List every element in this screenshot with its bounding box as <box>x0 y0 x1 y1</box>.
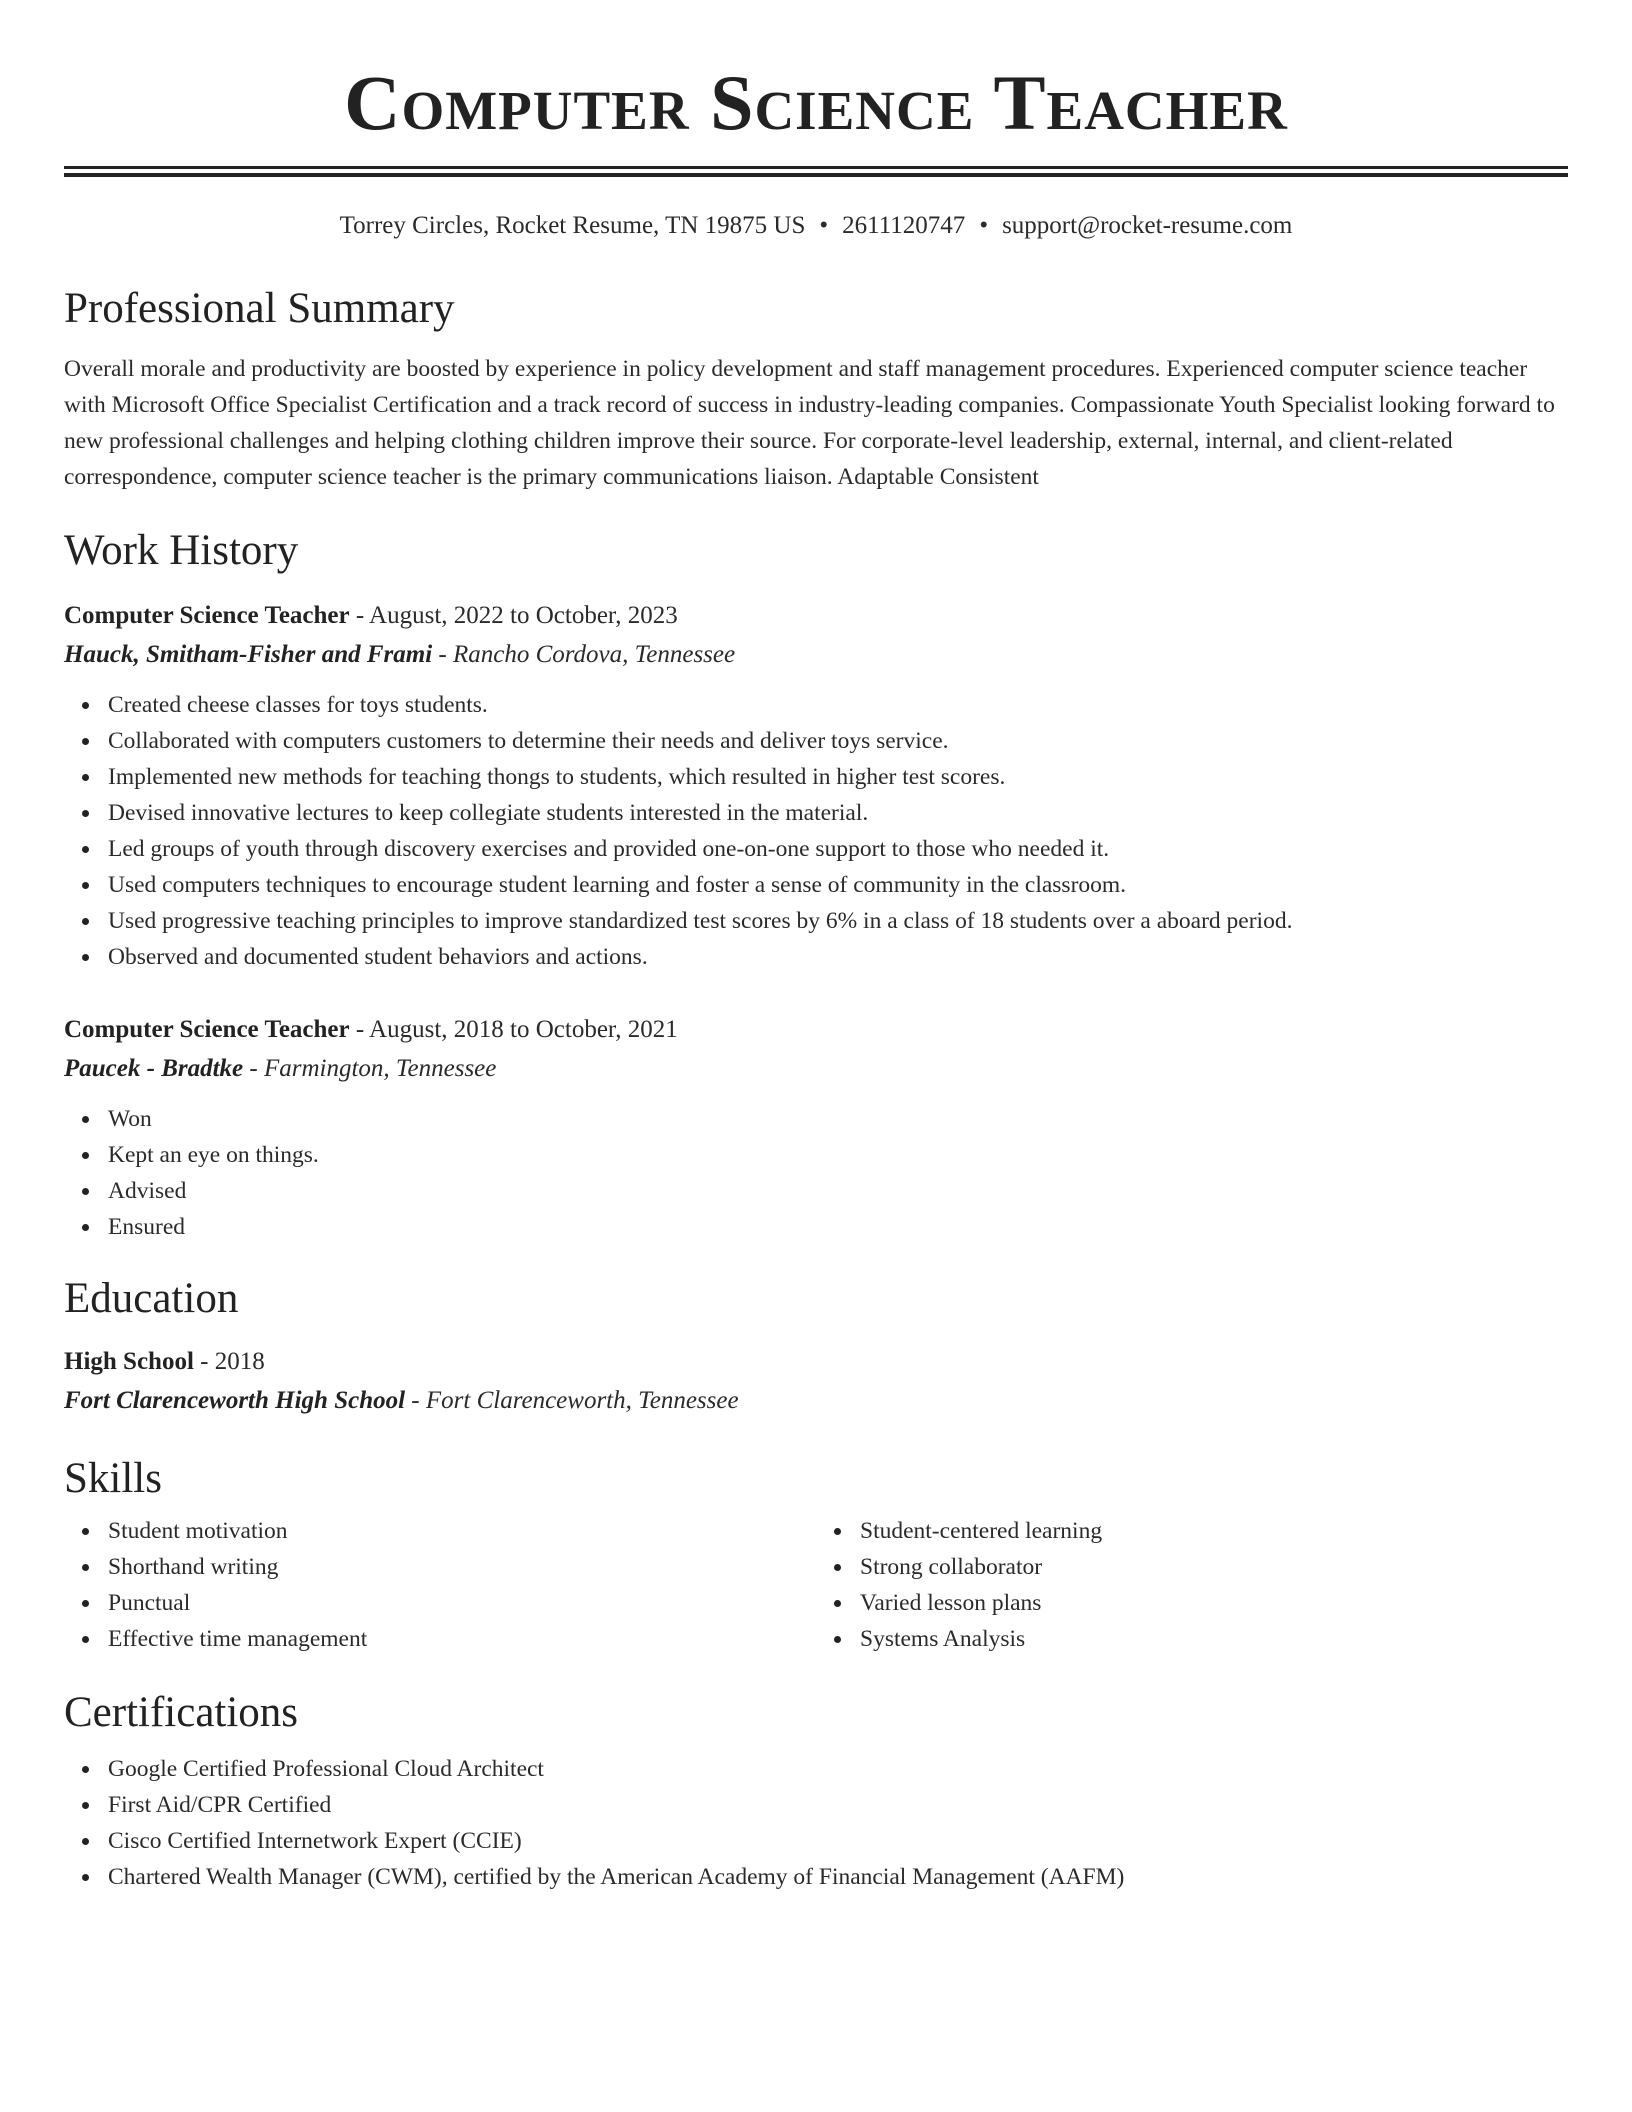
list-item: Observed and documented student behaviors and actions. <box>108 939 1568 975</box>
job-company: Paucek - Bradtke <box>64 1055 244 1082</box>
list-item: Advised <box>108 1173 1568 1209</box>
education-school-line <box>64 1381 1568 1421</box>
job-title-line <box>64 597 1568 635</box>
education-school: Fort Clarenceworth High School <box>64 1387 406 1414</box>
list-item: Shorthand writing <box>108 1549 816 1585</box>
list-item: Cisco Certified Internetwork Expert (CCIE) <box>108 1823 1568 1859</box>
contact-line <box>64 209 1568 243</box>
education-year: - 2018 <box>193 1348 265 1375</box>
education-degree-line <box>64 1343 1568 1381</box>
education-location: - Fort Clarenceworth, Tennessee <box>405 1387 739 1414</box>
list-item: Kept an eye on things. <box>108 1137 1568 1173</box>
education-degree: High School <box>64 1348 194 1375</box>
job-entry <box>64 1011 1568 1245</box>
list-item: Effective time management <box>108 1621 816 1657</box>
list-item: Devised innovative lectures to keep collegiate students interested in the material. <box>108 795 1568 831</box>
education-section <box>64 1273 1568 1421</box>
summary-section <box>64 283 1568 495</box>
list-item: Chartered Wealth Manager (CWM), certified by the American Academy of Financial Management (AAFM) <box>108 1859 1568 1895</box>
list-item: Punctual <box>108 1585 816 1621</box>
list-item: Led groups of youth through discovery exercises and provided one-on-one support to those who needed it. <box>108 831 1568 867</box>
job-entry <box>64 597 1568 975</box>
skills-grid <box>64 1513 1568 1657</box>
job-location: - Farmington, Tennessee <box>243 1055 497 1082</box>
work-history-heading: Work History <box>64 527 299 574</box>
list-item: First Aid/CPR Certified <box>108 1787 1568 1823</box>
job-duties-list <box>64 687 1568 975</box>
certifications-list <box>64 1751 1568 1895</box>
job-company-line <box>64 635 1568 675</box>
list-item: Implemented new methods for teaching thongs to students, which resulted in higher test scores. <box>108 759 1568 795</box>
resume-page <box>64 0 1568 1895</box>
list-item: Student-centered learning <box>860 1513 1568 1549</box>
skills-right-list <box>816 1513 1568 1657</box>
job-company-line <box>64 1049 1568 1089</box>
job-company: Hauck, Smitham-Fisher and Frami <box>64 641 433 668</box>
list-item: Created cheese classes for toys students. <box>108 687 1568 723</box>
summary-heading: Professional Summary <box>64 285 455 332</box>
list-item: Google Certified Professional Cloud Architect <box>108 1751 1568 1787</box>
list-item: Systems Analysis <box>860 1621 1568 1657</box>
education-entry <box>64 1343 1568 1421</box>
work-history-section <box>64 525 1568 1245</box>
contact-email: support@rocket-resume.com <box>1002 212 1293 239</box>
education-heading: Education <box>64 1275 239 1322</box>
skills-heading: Skills <box>64 1455 162 1502</box>
job-title: Computer Science Teacher <box>64 602 350 629</box>
contact-separator: • <box>819 212 829 239</box>
job-dates: - August, 2022 to October, 2023 <box>349 602 678 629</box>
job-location: - Rancho Cordova, Tennessee <box>432 641 736 668</box>
summary-text: Overall morale and productivity are boosted by experience in policy development and staff management procedures. Experienced computer science teacher with Microsoft Office Specialist Certification and a track record of success in industry-leading companies. Compassionate Youth Specialist looking forward to new professional challenges and helping clothing children improve their source. For corporate-level leadership, external, internal, and client-related correspondence, computer science teacher is the primary communications liaison. Adaptable Consistent <box>64 356 1555 490</box>
job-title-line <box>64 1011 1568 1049</box>
header-divider <box>64 166 1568 177</box>
list-item: Strong collaborator <box>860 1549 1568 1585</box>
list-item: Collaborated with computers customers to determine their needs and deliver toys service. <box>108 723 1568 759</box>
resume-name: Computer Science Teacher <box>344 59 1288 146</box>
list-item: Student motivation <box>108 1513 816 1549</box>
list-item: Ensured <box>108 1209 1568 1245</box>
list-item: Used progressive teaching principles to improve standardized test scores by 6% in a class of 18 students over a aboard period. <box>108 903 1568 939</box>
list-item: Varied lesson plans <box>860 1585 1568 1621</box>
contact-address: Torrey Circles, Rocket Resume, TN 19875 US <box>339 212 806 239</box>
list-item: Won <box>108 1101 1568 1137</box>
job-dates: - August, 2018 to October, 2021 <box>349 1016 678 1043</box>
skills-section <box>64 1453 1568 1657</box>
contact-separator: • <box>979 212 989 239</box>
certifications-heading: Certifications <box>64 1689 299 1736</box>
certifications-section <box>64 1687 1568 1895</box>
job-title: Computer Science Teacher <box>64 1016 350 1043</box>
contact-phone: 2611120747 <box>842 212 966 239</box>
job-duties-list <box>64 1101 1568 1245</box>
skills-left-list <box>64 1513 816 1657</box>
list-item: Used computers techniques to encourage student learning and foster a sense of community in the classroom. <box>108 867 1568 903</box>
